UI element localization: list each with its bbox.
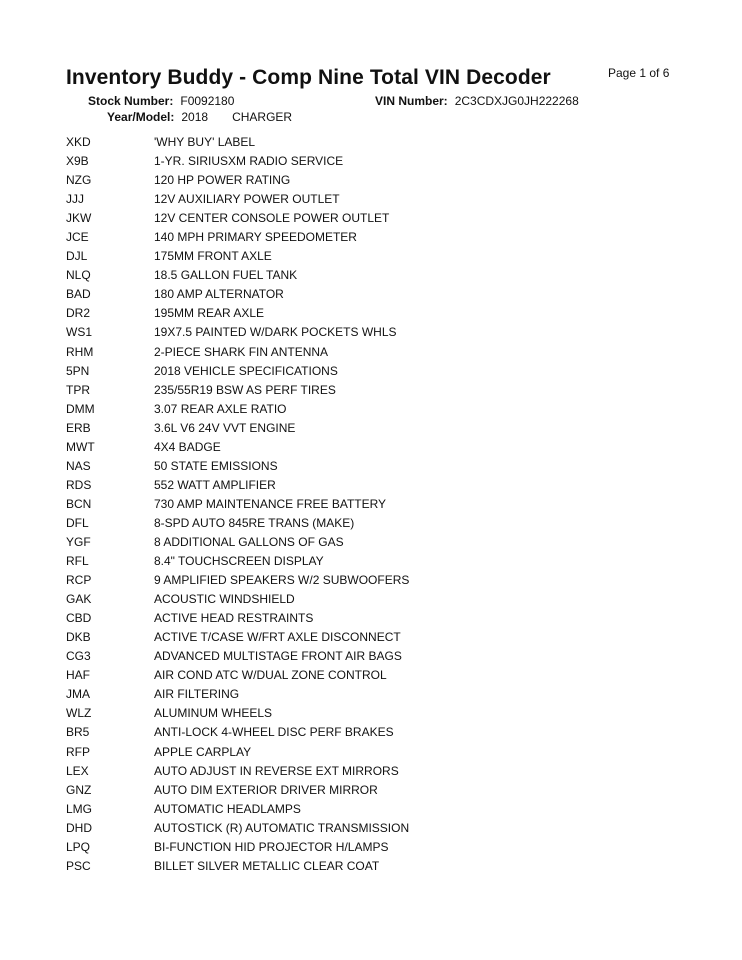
option-row [66,704,409,723]
option-row [66,171,409,190]
option-row [66,552,409,571]
option-description: AIR COND ATC W/DUAL ZONE CONTROL [154,668,387,683]
option-row [66,438,409,457]
option-row [66,304,409,323]
option-code: CBD [66,611,92,626]
option-row [66,228,409,247]
option-code: DKB [66,630,91,645]
option-description: BILLET SILVER METALLIC CLEAR COAT [154,858,380,873]
option-code: GAK [66,592,92,607]
option-description: AUTOSTICK (R) AUTOMATIC TRANSMISSION [154,820,410,835]
option-row [66,800,409,819]
year-value: 2018 [181,110,209,124]
option-description: 18.5 GALLON FUEL TANK [154,268,298,283]
option-row [66,476,409,495]
option-code: DFL [66,515,89,530]
option-row [66,247,409,266]
option-description: ACTIVE HEAD RESTRAINTS [154,611,314,626]
option-row [66,514,409,533]
option-row [66,590,409,609]
option-description: 120 HP POWER RATING [154,173,291,188]
option-code: NZG [66,173,92,188]
option-description: AUTO DIM EXTERIOR DRIVER MIRROR [154,782,378,797]
option-description: 4X4 BADGE [154,439,221,454]
option-code: JKW [66,211,92,226]
option-description: 3.07 REAR AXLE RATIO [154,401,287,416]
option-row [66,152,409,171]
option-description: 2018 VEHICLE SPECIFICATIONS [154,363,338,378]
option-description: 140 MPH PRIMARY SPEEDOMETER [154,230,357,245]
option-code: JMA [66,687,90,702]
option-description: 8-SPD AUTO 845RE TRANS (MAKE) [154,515,355,530]
option-code: TPR [66,382,90,397]
option-code: RHM [66,344,94,359]
option-row [66,609,409,628]
option-description: 8 ADDITIONAL GALLONS OF GAS [154,534,344,549]
option-row [66,400,409,419]
option-description: APPLE CARPLAY [154,744,252,759]
option-code: YGF [66,534,91,549]
option-row [66,381,409,400]
option-code: X9B [66,154,89,169]
year-model-label: Year/Model: [107,110,175,124]
vin-number-field [375,94,579,108]
option-description: ADVANCED MULTISTAGE FRONT AIR BAGS [154,649,402,664]
option-description: 175MM FRONT AXLE [154,249,272,264]
vin-number-label: VIN Number: [375,94,448,108]
option-code: BAD [66,287,91,302]
option-description: 12V AUXILIARY POWER OUTLET [154,192,340,207]
option-code: DR2 [66,306,91,321]
option-description: 1-YR. SIRIUSXM RADIO SERVICE [154,154,344,169]
option-row [66,723,409,742]
option-row [66,743,409,762]
option-row [66,209,409,228]
option-code: CG3 [66,649,91,664]
option-description: 9 AMPLIFIED SPEAKERS W/2 SUBWOOFERS [154,573,410,588]
option-code: BR5 [66,725,90,740]
option-description: 3.6L V6 24V VVT ENGINE [154,420,296,435]
option-row [66,781,409,800]
option-code: XKD [66,135,91,149]
option-description: 552 WATT AMPLIFIER [154,477,276,492]
stock-number-field [88,94,234,108]
option-code: MWT [66,439,95,454]
option-row [66,628,409,647]
option-row [66,419,409,438]
option-description: 12V CENTER CONSOLE POWER OUTLET [154,211,390,226]
option-description: 730 AMP MAINTENANCE FREE BATTERY [154,496,387,511]
option-description: 19X7.5 PAINTED W/DARK POCKETS WHLS [154,325,397,340]
option-code-list [66,133,409,876]
option-description: BI-FUNCTION HID PROJECTOR H/LAMPS [154,839,389,854]
option-description: AIR FILTERING [154,687,240,702]
stock-number-value: F0092180 [180,94,235,108]
option-row [66,647,409,666]
option-code: WLZ [66,706,92,721]
option-description: 8.4" TOUCHSCREEN DISPLAY [154,554,324,569]
option-code: 5PN [66,363,90,378]
option-description: 195MM REAR AXLE [154,306,265,321]
option-row [66,190,409,209]
option-code: RDS [66,477,92,492]
option-code: DJL [66,249,88,264]
option-code: RFL [66,554,89,569]
option-code: RFP [66,744,90,759]
option-row [66,819,409,838]
option-code: DMM [66,401,95,416]
option-code: BCN [66,496,92,511]
option-description: 50 STATE EMISSIONS [154,458,278,473]
option-row [66,343,409,362]
option-description: ACOUSTIC WINDSHIELD [154,592,295,607]
option-code: JCE [66,230,89,245]
page-title: Inventory Buddy - Comp Nine Total VIN Decoder [66,66,551,89]
option-row [66,533,409,552]
option-row [66,323,409,342]
model-value: CHARGER [232,110,293,124]
option-code: PSC [66,858,91,873]
vin-number-value: 2C3CDXJG0JH222268 [454,94,579,108]
stock-number-label: Stock Number: [88,94,174,108]
option-description: 235/55R19 BSW AS PERF TIRES [154,382,336,397]
option-description: 2-PIECE SHARK FIN ANTENNA [154,344,329,359]
option-description: 'WHY BUY' LABEL [154,135,256,149]
option-row [66,762,409,781]
option-code: JJJ [66,192,84,207]
option-row [66,285,409,304]
option-row [66,266,409,285]
year-model-field [107,110,292,124]
option-description: 180 AMP ALTERNATOR [154,287,284,302]
option-row [66,457,409,476]
option-code: RCP [66,573,92,588]
option-code: NAS [66,458,91,473]
option-row [66,857,409,876]
option-row [66,685,409,704]
option-description: AUTO ADJUST IN REVERSE EXT MIRRORS [154,763,399,778]
option-description: ACTIVE T/CASE W/FRT AXLE DISCONNECT [154,630,401,645]
option-code: HAF [66,668,90,683]
option-row [66,571,409,590]
option-description: ALUMINUM WHEELS [154,706,273,721]
option-description: AUTOMATIC HEADLAMPS [154,801,301,816]
option-code: LEX [66,763,89,778]
option-code: WS1 [66,325,93,340]
option-row [66,495,409,514]
option-code: LPQ [66,839,91,854]
option-description: ANTI-LOCK 4-WHEEL DISC PERF BRAKES [154,725,394,740]
option-row [66,133,409,152]
option-code: GNZ [66,782,92,797]
option-row [66,666,409,685]
option-row [66,362,409,381]
page-number: Page 1 of 6 [608,66,670,80]
option-code: LMG [66,801,93,816]
option-row [66,838,409,857]
option-code: ERB [66,420,91,435]
option-code: NLQ [66,268,91,283]
option-code: DHD [66,820,92,835]
